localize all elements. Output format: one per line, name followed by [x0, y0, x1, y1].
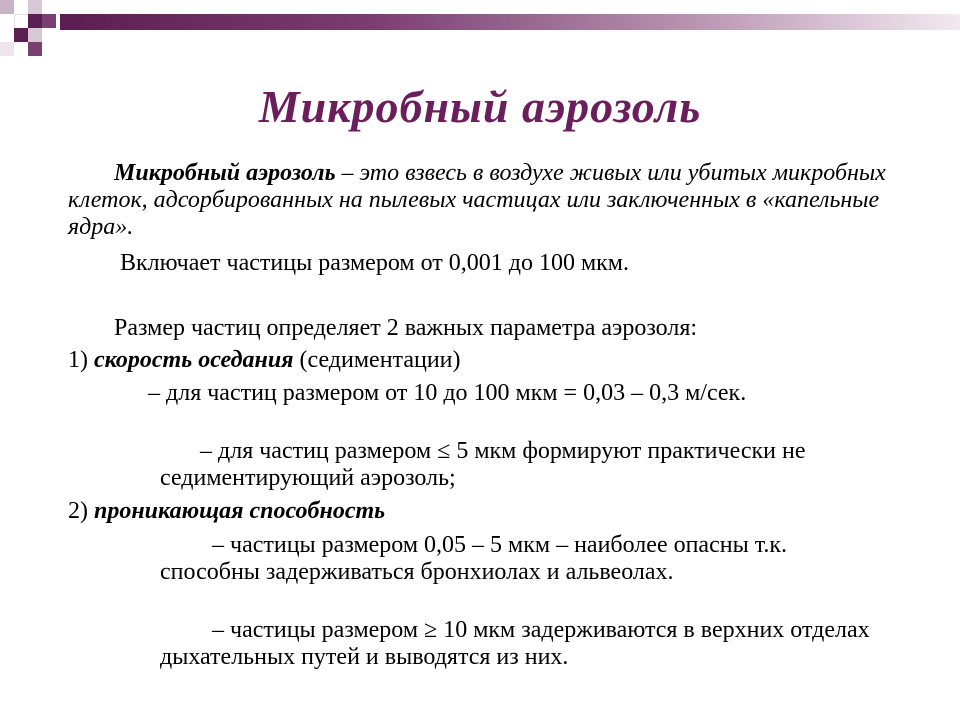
- definition-term: Микробный аэрозоль: [114, 160, 336, 186]
- deco-square: [28, 14, 42, 28]
- deco-square: [28, 28, 42, 42]
- param2-number: 2): [68, 498, 94, 524]
- deco-square: [28, 42, 42, 56]
- param2-bullet1: – частицы размером 0,05 – 5 мкм – наиболее опасны т.к. способны задерживаться бронхиолах и альвеолах.: [160, 532, 788, 585]
- param2-name: проникающая способность: [94, 498, 386, 524]
- deco-square: [0, 42, 14, 56]
- param2-heading: [68, 498, 908, 525]
- definition-text: – это взвесь в воздухе живых или убитых микробных клеток, адсорбированных на пылевых частицах или заключенных в «капельные ядра».: [68, 160, 886, 240]
- param1-name: скорость оседания: [94, 347, 294, 373]
- param1-heading: [68, 347, 908, 374]
- deco-square: [0, 0, 14, 14]
- header-gradient-band: [60, 14, 960, 30]
- param1-bullet1: – для частиц размером от 10 до 100 мкм = 0,03 – 0,3 м/сек.: [148, 380, 747, 406]
- size-range-text: Включает частицы размером от 0,001 до 100 мкм.: [120, 250, 629, 276]
- deco-square: [28, 0, 42, 14]
- param1-bullet2: – для частиц размером ≤ 5 мкм формируют практически не седиментирующий аэрозоль;: [160, 438, 806, 491]
- params-intro: Размер частиц определяет 2 важных параметра аэрозоля:: [114, 315, 698, 341]
- param1-number: 1): [68, 347, 94, 373]
- header-decoration: [0, 0, 960, 60]
- deco-square: [14, 28, 28, 42]
- param2-bullet2: – частицы размером ≥ 10 мкм задерживаются в верхних отделах дыхательных путей и выводятся из них.: [160, 617, 870, 670]
- slide-title: Микробный аэрозоль: [258, 81, 702, 132]
- param1-note: (седиментации): [293, 347, 461, 373]
- definition-paragraph: [68, 160, 908, 241]
- deco-square: [42, 14, 56, 28]
